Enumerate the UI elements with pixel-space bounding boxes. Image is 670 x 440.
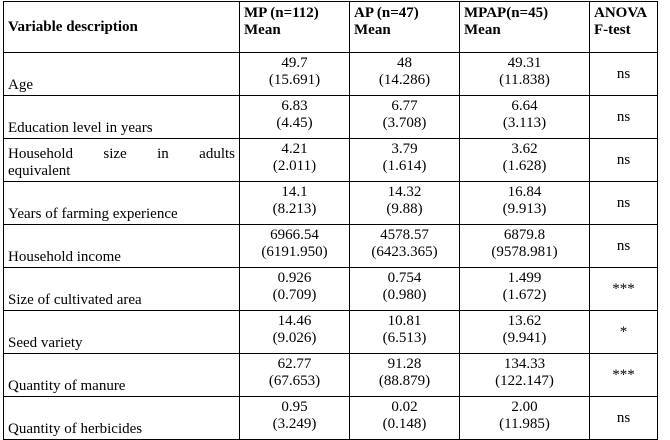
mpap-mean: 3.62 (511, 141, 538, 157)
mpap-mean: 6.64 (511, 98, 538, 114)
header-mp-group: MP (n=112) (244, 5, 319, 21)
variable-label: Years of farming experience (4, 182, 240, 225)
table-row (4, 268, 658, 311)
table-row (4, 311, 658, 354)
mpap-cell (460, 182, 590, 225)
results-table (3, 1, 658, 440)
mpap-mean: 13.62 (507, 313, 542, 329)
ap-cell (350, 397, 460, 440)
header-ap-group: AP (n=47) (354, 5, 419, 21)
ap-mean: 3.79 (391, 141, 418, 157)
mpap-sd: (122.147) (495, 373, 554, 389)
ap-cell (350, 268, 460, 311)
mpap-cell (460, 96, 590, 139)
mp-sd: (2.011) (272, 158, 317, 174)
table-row (4, 354, 658, 397)
mp-sd: (4.45) (276, 115, 313, 131)
ap-cell (350, 139, 460, 182)
mp-cell (240, 96, 350, 139)
mp-mean: 14.1 (281, 184, 308, 200)
ap-mean: 14.32 (387, 184, 422, 200)
ap-sd: (9.88) (386, 201, 423, 217)
mp-sd: (3.249) (272, 416, 317, 432)
ap-mean: 0.754 (387, 270, 422, 286)
header-anova (590, 2, 658, 53)
mp-sd: (8.213) (272, 201, 317, 217)
mpap-mean: 134.33 (503, 356, 546, 372)
mp-sd: (9.026) (272, 330, 317, 346)
mpap-cell (460, 225, 590, 268)
header-mpap-group: MPAP(n=45) (464, 5, 549, 21)
mp-cell (240, 268, 350, 311)
mpap-cell (460, 311, 590, 354)
anova-significance: ns (590, 225, 658, 268)
mpap-sd: (1.672) (502, 287, 547, 303)
variable-label: Household income (4, 225, 240, 268)
mp-cell (240, 182, 350, 225)
mp-sd: (15.691) (268, 72, 321, 88)
variable-label-line-1: Household size in adults (8, 146, 235, 162)
anova-significance: * (590, 311, 658, 354)
mp-sd: (6191.950) (261, 244, 328, 260)
ap-cell (350, 96, 460, 139)
ap-cell (350, 182, 460, 225)
mpap-sd: (1.628) (502, 158, 547, 174)
ap-sd: (14.286) (378, 72, 431, 88)
mp-sd: (0.709) (272, 287, 317, 303)
variable-label-line-2: equivalent (8, 163, 71, 179)
anova-significance: ns (590, 53, 658, 96)
table-row (4, 96, 658, 139)
mpap-mean: 16.84 (507, 184, 542, 200)
mpap-sd: (11.985) (499, 416, 550, 432)
variable-label: Education level in years (4, 96, 240, 139)
table-row (4, 53, 658, 96)
mp-mean: 0.926 (277, 270, 312, 286)
variable-label: Quantity of manure (4, 354, 240, 397)
anova-significance: ns (590, 96, 658, 139)
mp-mean: 4.21 (281, 141, 308, 157)
mp-cell (240, 354, 350, 397)
variable-label: Quantity of herbicides (4, 397, 240, 440)
mp-cell (240, 397, 350, 440)
header-mp (240, 2, 350, 53)
ap-cell (350, 311, 460, 354)
mp-sd: (67.653) (268, 373, 321, 389)
ap-sd: (6.513) (382, 330, 427, 346)
mpap-mean: 1.499 (507, 270, 542, 286)
ap-cell (350, 225, 460, 268)
table-row (4, 139, 658, 182)
variable-label (4, 139, 240, 182)
ap-sd: (3.708) (382, 115, 427, 131)
mpap-sd: (9578.981) (491, 244, 558, 260)
header-anova-title: ANOVA (594, 5, 648, 21)
ap-mean: 10.81 (387, 313, 422, 329)
mpap-cell (460, 53, 590, 96)
mpap-cell (460, 397, 590, 440)
ap-mean: 91.28 (387, 356, 422, 372)
mp-cell (240, 53, 350, 96)
mp-mean: 6966.54 (270, 227, 319, 243)
table-row (4, 397, 658, 440)
mp-mean: 14.46 (277, 313, 312, 329)
mpap-cell (460, 354, 590, 397)
ap-mean: 4578.57 (380, 227, 429, 243)
header-mpap-stat: Mean (464, 22, 501, 38)
variable-label: Age (4, 53, 240, 96)
table-row (4, 182, 658, 225)
ap-sd: (0.148) (382, 416, 427, 432)
mpap-sd: (11.838) (499, 72, 550, 88)
mp-mean: 49.7 (281, 55, 308, 71)
header-ap-stat: Mean (354, 22, 391, 38)
mp-mean: 0.95 (281, 399, 308, 415)
mp-cell (240, 225, 350, 268)
table-row (4, 225, 658, 268)
variable-label: Size of cultivated area (4, 268, 240, 311)
anova-significance: ns (590, 397, 658, 440)
mpap-cell (460, 139, 590, 182)
variable-label: Seed variety (4, 311, 240, 354)
mp-mean: 6.83 (281, 98, 308, 114)
mp-cell (240, 139, 350, 182)
mpap-mean: 49.31 (507, 55, 542, 71)
header-variable-description: Variable description (4, 2, 240, 53)
ap-sd: (88.879) (378, 373, 431, 389)
anova-significance: ns (590, 139, 658, 182)
ap-cell (350, 53, 460, 96)
ap-sd: (6423.365) (371, 244, 438, 260)
ap-mean: 48 (397, 55, 412, 71)
table-header-row (4, 2, 658, 53)
mpap-mean: 6879.8 (503, 227, 546, 243)
ap-mean: 0.02 (391, 399, 418, 415)
header-ap (350, 2, 460, 53)
mpap-cell (460, 268, 590, 311)
mpap-sd: (3.113) (502, 115, 547, 131)
mpap-mean: 2.00 (511, 399, 538, 415)
ap-mean: 6.77 (391, 98, 418, 114)
mpap-sd: (9.913) (502, 201, 547, 217)
header-mp-stat: Mean (244, 22, 281, 38)
anova-significance: *** (590, 354, 658, 397)
header-anova-test: F-test (594, 22, 631, 38)
mp-cell (240, 311, 350, 354)
ap-sd: (1.614) (382, 158, 427, 174)
ap-sd: (0.980) (382, 287, 427, 303)
anova-significance: ns (590, 182, 658, 225)
mp-mean: 62.77 (277, 356, 312, 372)
ap-cell (350, 354, 460, 397)
mpap-sd: (9.941) (502, 330, 547, 346)
anova-significance: *** (590, 268, 658, 311)
header-mpap (460, 2, 590, 53)
